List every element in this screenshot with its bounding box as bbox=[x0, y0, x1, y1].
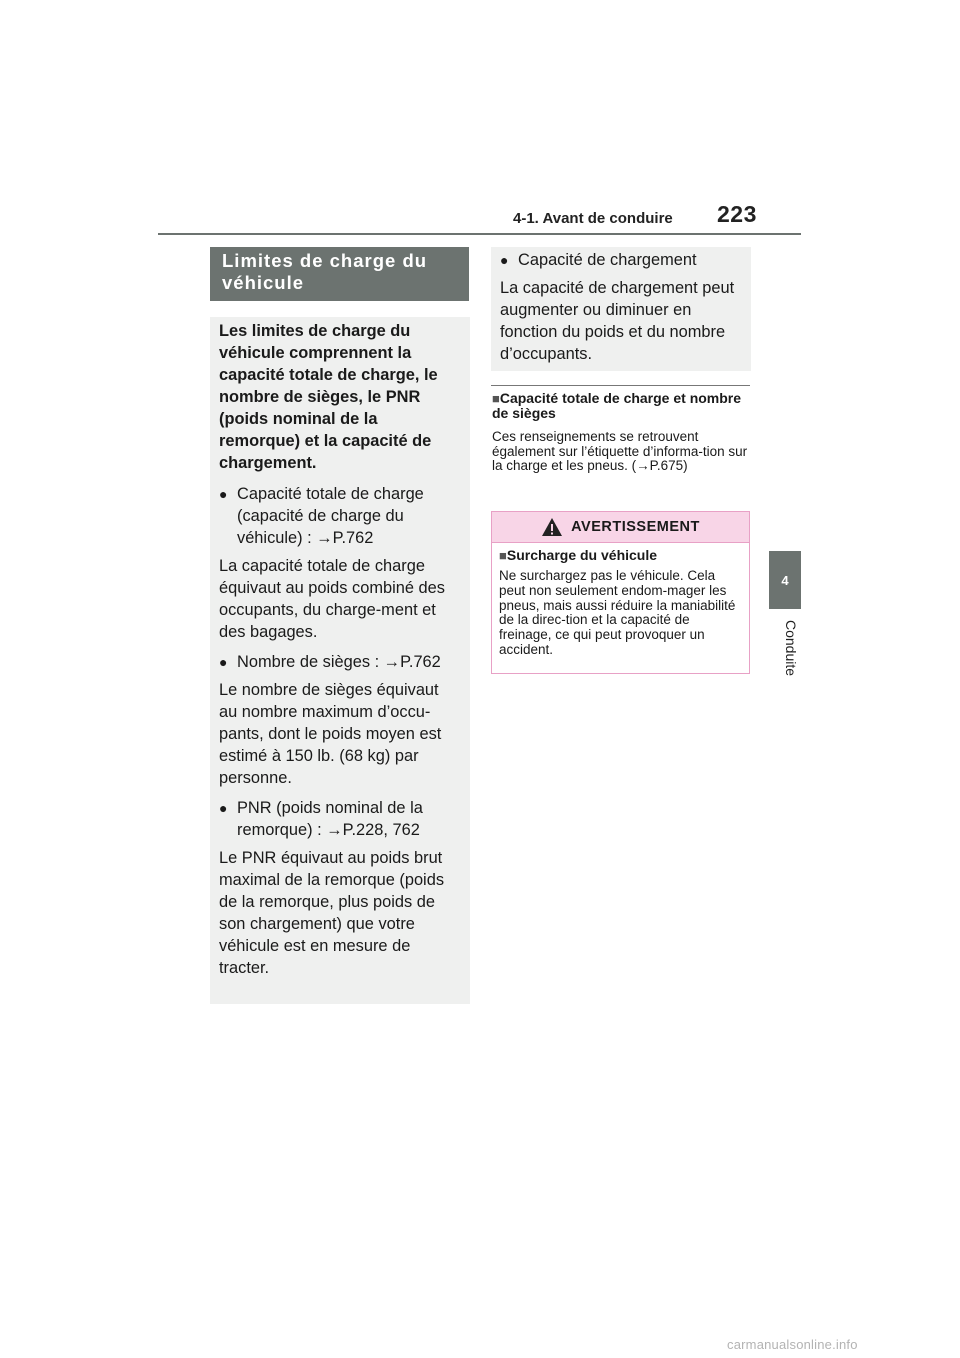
bullet-description: Le nombre de sièges équivaut au nombre maximum d’occu-pants, dont le poids moyen est estimé à 150 lb. (68 kg) par personne. bbox=[219, 681, 442, 787]
intro-text: Les limites de charge du véhicule comprennent la capacité totale de charge, le nombre de sièges, le PNR (poids nominal de la remorque) et la capacité de chargement. bbox=[219, 322, 438, 472]
bullet-icon: ● bbox=[219, 654, 228, 670]
warning-subtitle bbox=[492, 546, 749, 565]
info-heading-text: Capacité totale de charge et nombre de sièges bbox=[492, 390, 742, 421]
warning-box bbox=[491, 511, 750, 674]
header-divider bbox=[158, 233, 801, 235]
warning-header bbox=[492, 512, 749, 543]
warning-subtitle-text: Surcharge du véhicule bbox=[506, 547, 658, 563]
section-banner bbox=[210, 247, 469, 301]
bullet-item bbox=[219, 797, 461, 841]
bullet-description: La capacité totale de charge équivaut au poids combiné des occupants, du charge-ment et des bagages. bbox=[219, 557, 445, 641]
bullet-icon: ● bbox=[500, 252, 509, 268]
chapter-tab bbox=[769, 551, 801, 609]
load-limits-box bbox=[210, 317, 470, 1004]
info-heading bbox=[492, 391, 752, 421]
bullet-text: PNR (poids nominal de la remorque) : →P.228, 762 bbox=[237, 799, 423, 839]
bullet-item bbox=[219, 651, 461, 673]
bullet-icon: ● bbox=[219, 486, 228, 502]
section-title: 4-1. Avant de conduire bbox=[513, 210, 673, 227]
page-number: 223 bbox=[717, 201, 757, 227]
bullet-description: Le PNR équivaut au poids brut maximal de la remorque (poids de la remorque, plus poids de son chargement) que votre véhicule est en mesure de tracter. bbox=[219, 849, 445, 977]
bullet-icon: ● bbox=[219, 800, 228, 816]
bullet-item bbox=[500, 249, 742, 271]
info-body: Ces renseignements se retrouvent également sur l’étiquette d’informa-tion sur la charge et les pneus. (→P.675) bbox=[492, 429, 748, 473]
cargo-capacity-box bbox=[491, 247, 751, 371]
chapter-number: 4 bbox=[781, 572, 789, 588]
bullet-text: Capacité de chargement bbox=[518, 251, 697, 269]
square-bullet-icon: ■ bbox=[492, 391, 500, 406]
warning-body: Ne surchargez pas le véhicule. Cela peut non seulement endom-mager les pneus, mais aussi réduire la maniabilité de la direc-tion et la capacité de freinage, ce qui peut provoquer un accident. bbox=[499, 568, 736, 657]
bullet-text: Nombre de sièges : →P.762 bbox=[237, 653, 441, 671]
banner-title-line1: Limites de charge du bbox=[222, 250, 428, 271]
square-bullet-icon: ■ bbox=[499, 548, 507, 563]
warning-triangle-icon bbox=[541, 517, 563, 537]
watermark: carmanualsonline.info bbox=[727, 1337, 858, 1352]
bullet-item bbox=[219, 483, 461, 549]
warning-heading: AVERTISSEMENT bbox=[571, 519, 700, 535]
bullet-text: Capacité totale de charge (capacité de charge du véhicule) : →P.762 bbox=[237, 485, 424, 547]
banner-title-line2: véhicule bbox=[222, 272, 305, 293]
chapter-label: Conduite bbox=[783, 620, 799, 677]
bullet-description: La capacité de chargement peut augmenter ou diminuer en fonction du poids et du nombre d’occupants. bbox=[500, 279, 735, 363]
info-divider bbox=[491, 385, 750, 386]
